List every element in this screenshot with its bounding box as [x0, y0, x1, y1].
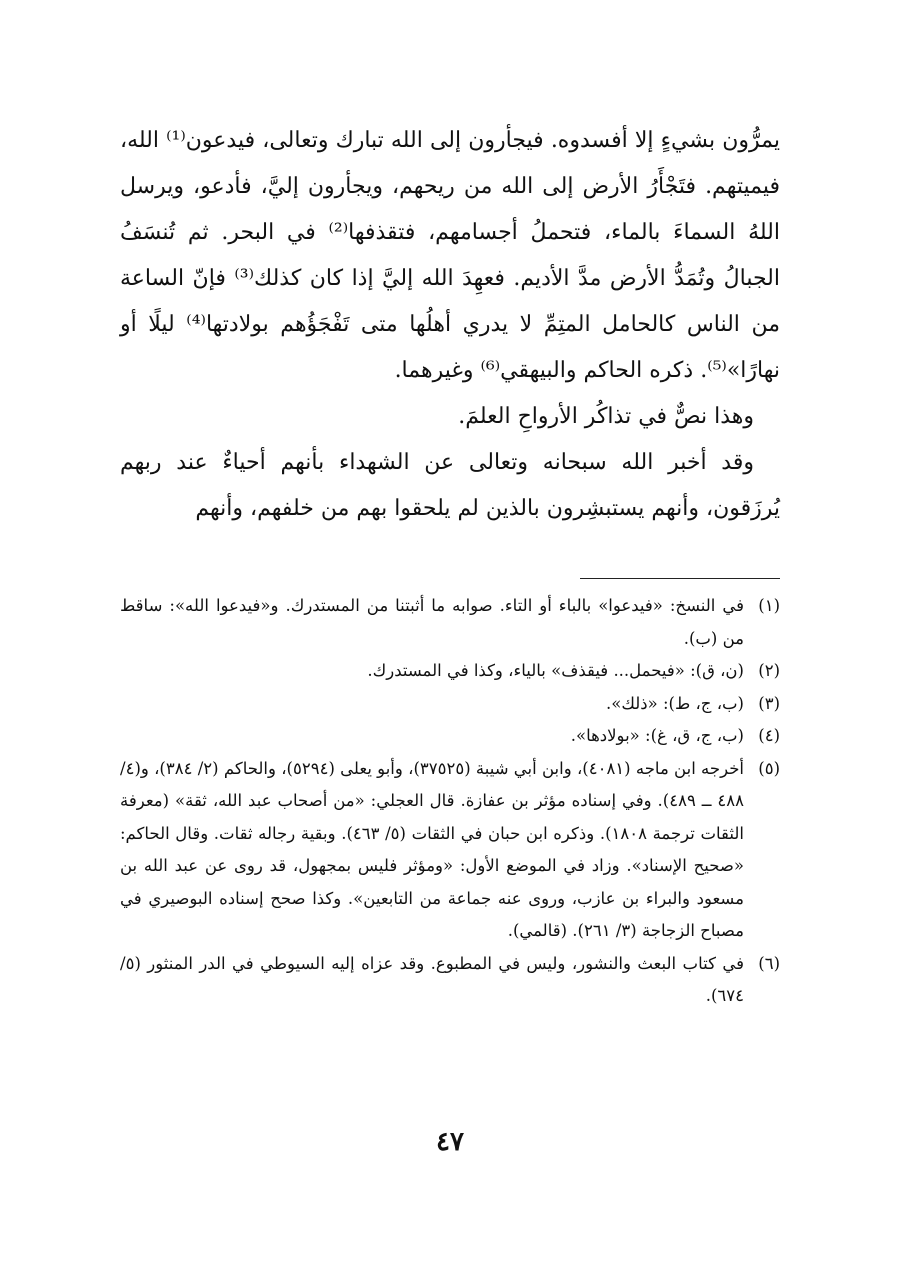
footnote-5	[120, 753, 780, 948]
footnote-3	[120, 688, 780, 721]
footnote-text: (ب، ج، ط): «ذلك».	[606, 693, 744, 713]
footnote-number: (١)	[758, 596, 780, 615]
footnote-6	[120, 948, 780, 1013]
footnote-text: أخرجه ابن ماجه (٤٠٨١)، وابن أبي شيبة (٣٧٥٢٥)، وأبو يعلى (٥٢٩٤)، والحاكم (٢/ ٣٨٤)، و(٤/ ٤٨٨ ــ ٤٨٩). وفي إسناده مؤثر بن عفازة. قال العجلي: «من أصحاب عبد الله، ثقة» (معرفة الثقات ترجمة ١٨٠٨). وذكره ابن حبان في الثقات (٥/ ٤٦٣). وبقية رجاله ثقات. وقال الحاكم: «صحيح الإسناد». وزاد في الموضع الأول: «ومؤثر فليس بمجهول، قد روى عن عبد الله بن مسعود والبراء بن عازب، وروى عنه جماعة من التابعين». وكذا صحح إسناده البوصيري في مصباح الزجاجة (٣/ ٢٦١). (قالمي).	[120, 758, 744, 940]
main-text	[120, 118, 780, 532]
footnote-2	[120, 655, 780, 688]
paragraph-3: وقد أخبر الله سبحانه وتعالى عن الشهداء بأنهم أحياءٌ عند ربهم يُرزَقون، وأنهم يستبشِرون بالذين لم يلحقوا بهم من خلفهم، وأنهم	[120, 450, 780, 521]
paragraph-1: يمرُّون بشيءٍ إلا أفسدوه. فيجأرون إلى الله تبارك وتعالى، فيدعون⁽¹⁾ الله، فيميتهم. فتَجْأَرُ الأرض إلى الله من ريحهم، ويجأرون إليَّ، فأدعو، ويرسل اللهُ السماءَ بالماء، فتحملُ أجسامهم، فتقذفها⁽²⁾ في البحر. ثم تُنسَفُ الجبالُ وتُمَدُّ الأرض مدَّ الأديم. فعهِدَ الله إليَّ إذا كان كذلك⁽³⁾ فإنّ الساعة من الناس كالحامل المتِمِّ لا يدري أهلُها متى تَفْجَؤُهم بولادتها⁽⁴⁾ ليلًا أو نهارًا»⁽⁵⁾. ذكره الحاكم والبيهقي⁽⁶⁾ وغيرهما.	[120, 128, 780, 383]
paragraph-2: وهذا نصٌّ في تذاكُر الأرواحِ العلمَ.	[458, 404, 754, 429]
footnote-number: (٦)	[758, 953, 780, 973]
footnote-text: (ن، ق): «فيحمل... فيقذف» بالياء، وكذا في المستدرك.	[367, 661, 744, 680]
footnote-number: (٤)	[758, 726, 780, 745]
footnote-number: (٥)	[758, 758, 780, 778]
footnote-text: في كتاب البعث والنشور، وليس في المطبوع. وقد عزاه إليه السيوطي في الدر المنثور (٥/ ٦٧٤).	[120, 953, 744, 1005]
page-number: ٤٧	[436, 1127, 464, 1157]
footnote-text: في النسخ: «فيدعوا» بالباء أو التاء. صوابه ما أثبتنا من المستدرك. و«فيدعوا الله»: ساقط من (ب).	[120, 596, 744, 648]
footnote-text: (ب، ج، ق، غ): «بولادها».	[570, 726, 744, 745]
footnote-divider	[580, 578, 780, 579]
footnote-1	[120, 590, 780, 655]
footnote-number: (٢)	[758, 661, 780, 680]
footnotes	[120, 590, 780, 1013]
footnote-number: (٣)	[758, 693, 780, 713]
footnote-4	[120, 720, 780, 753]
